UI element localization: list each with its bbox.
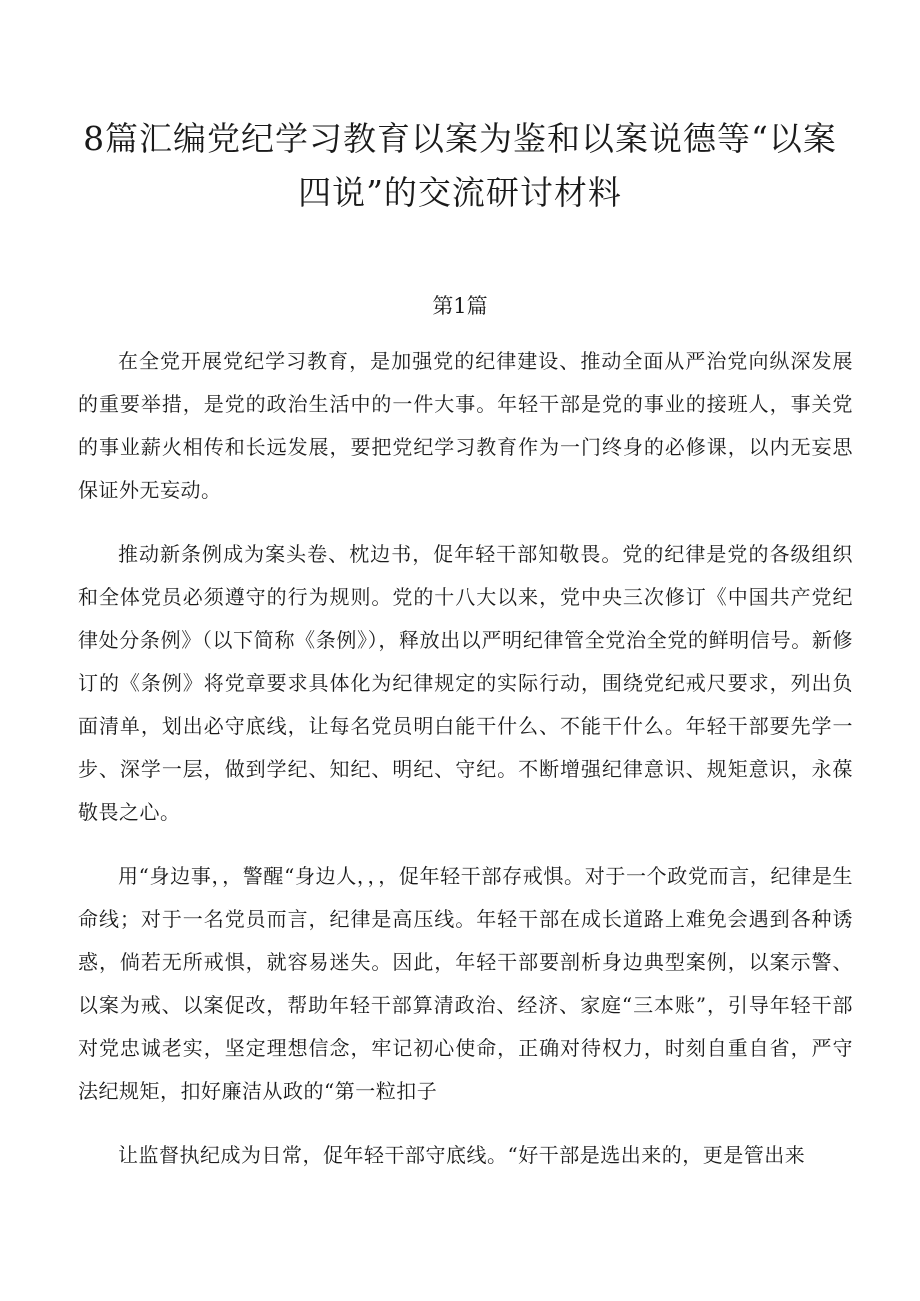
section-heading: 第1篇 bbox=[432, 294, 488, 318]
paragraph-4: 让监督执纪成为日常，促年轻干部守底线。“好干部是选出来的，更是管出来 bbox=[118, 1143, 806, 1167]
document-title: 8篇汇编党纪学习教育以案为鉴和以案说德等“以案四说”的交流研讨材料 bbox=[83, 119, 837, 212]
paragraph-3: 用“身边事，，警醒“身边人，，，促年轻干部存戒惧。对于一个政党而言，纪律是生命线；对于一名党员而言，纪律是高压线。年轻干部在成长道路上难免会遇到各种诱惑，倘若无所戒惧，就容易迷失。因此，年轻干部要剖析身边典型案例，以案示警、以案为戒、以案促改，帮助年轻干部算清政治、经济、家庭“三本账”，引导年轻干部对党忠诚老实，坚定理想信念，牢记初心使命，正确对待权力，时刻自重自省，严守法纪规矩，扣好廉洁从政的“第一粒扣子 bbox=[78, 864, 853, 1103]
paragraph-1: 在全党开展党纪学习教育，是加强党的纪律建设、推动全面从严治党向纵深发展的重要举措，是党的政治生活中的一件大事。年轻干部是党的事业的接班人，事关党的事业薪火相传和长远发展，要把党纪学习教育作为一门终身的必修课，以内无妄思保证外无妄动。 bbox=[78, 349, 853, 502]
paragraph-2: 推动新条例成为案头卷、枕边书，促年轻干部知敬畏。党的纪律是党的各级组织和全体党员必须遵守的行为规则。党的十八大以来，党中央三次修订《中国共产党纪律处分条例》（以下简称《条例》），释放出以严明纪律管全党治全党的鲜明信号。新修订的《条例》将党章要求具体化为纪律规定的实际行动，围绕党纪戒尺要求，列出负面清单，划出必守底线，让每名党员明白能干什么、不能干什么。年轻干部要先学一步、深学一层，做到学纪、知纪、明纪、守纪。不断增强纪律意识、规矩意识，永葆敬畏之心。 bbox=[78, 542, 853, 824]
document-body bbox=[78, 340, 853, 1198]
